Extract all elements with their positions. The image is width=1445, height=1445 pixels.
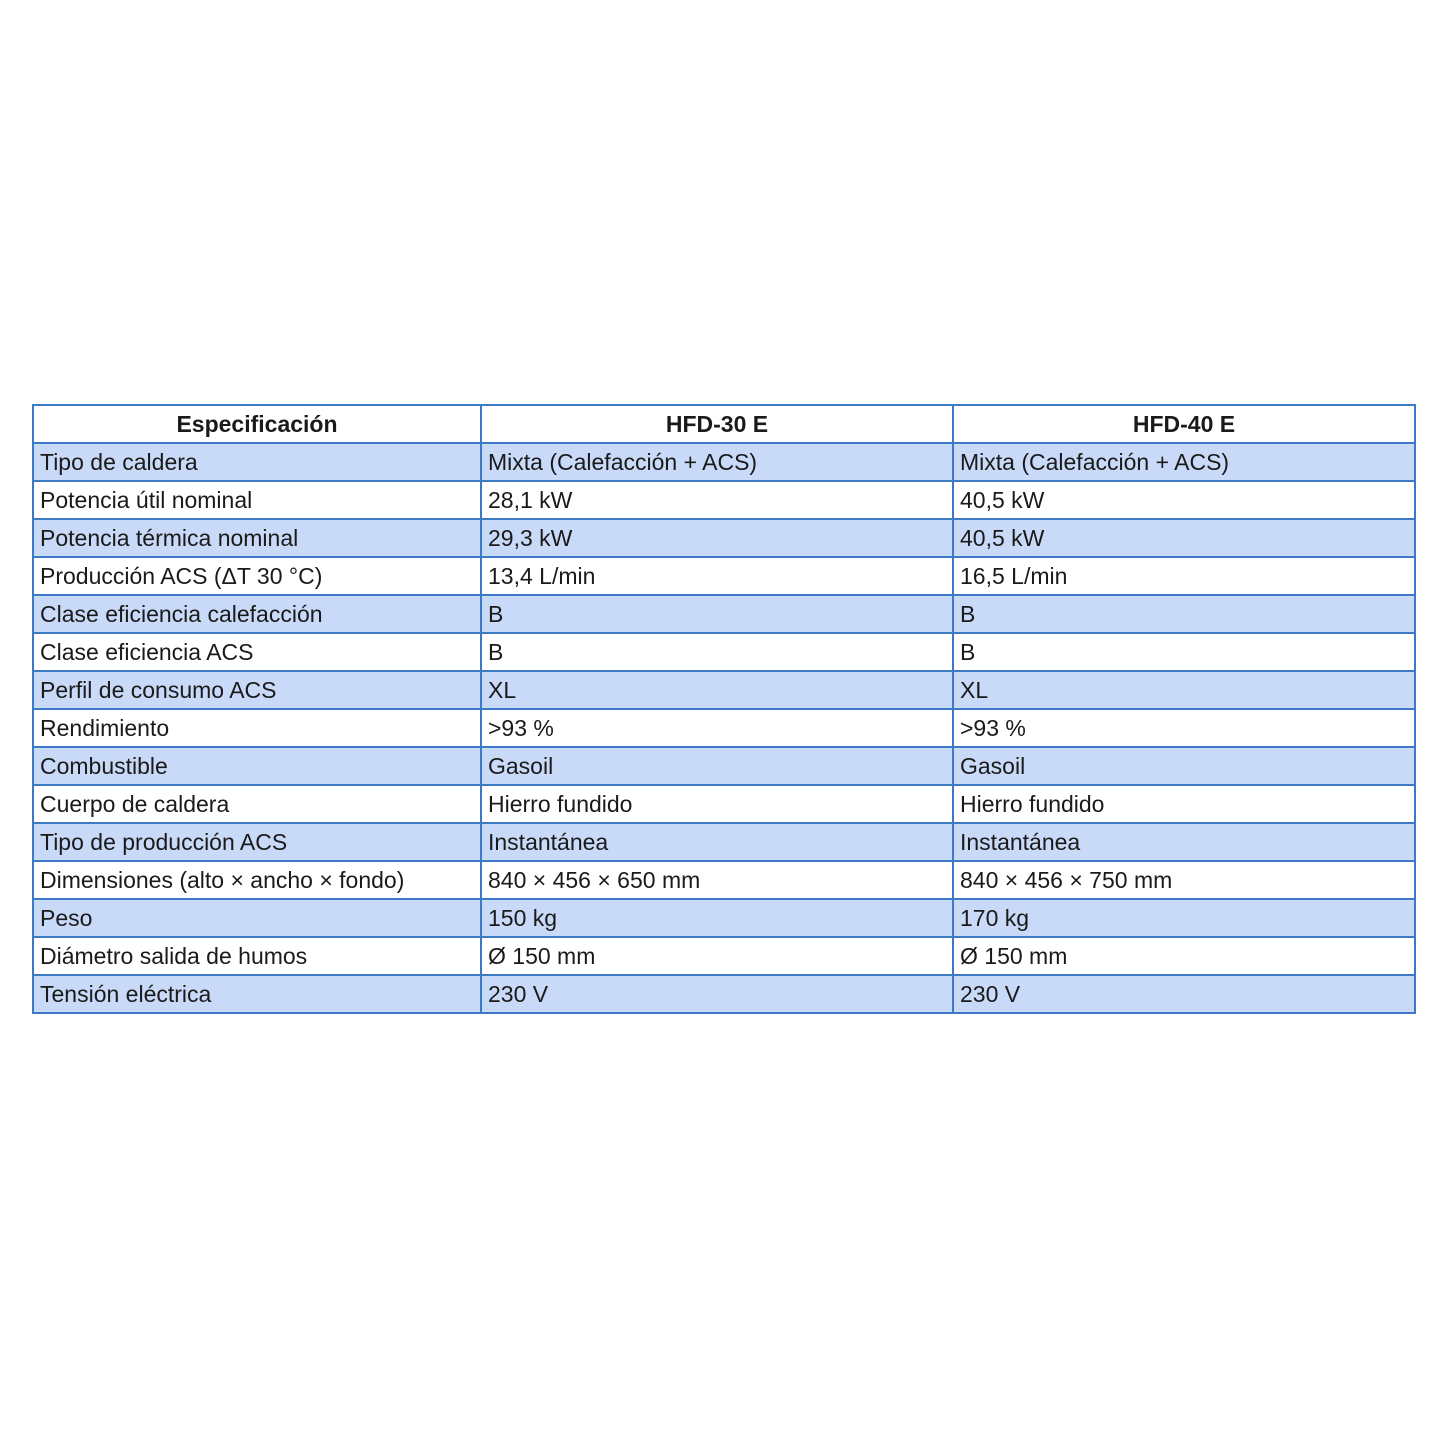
spec-name-cell: Clase eficiencia calefacción bbox=[33, 595, 481, 633]
spec-name-cell: Clase eficiencia ACS bbox=[33, 633, 481, 671]
hfd-30-value-cell: 13,4 L/min bbox=[481, 557, 953, 595]
hfd-30-value-cell: 28,1 kW bbox=[481, 481, 953, 519]
table-row bbox=[33, 823, 1415, 861]
spec-name-cell: Tensión eléctrica bbox=[33, 975, 481, 1013]
hfd-40-value-cell: B bbox=[953, 595, 1415, 633]
table-row bbox=[33, 595, 1415, 633]
hfd-40-value-cell: B bbox=[953, 633, 1415, 671]
table-row bbox=[33, 899, 1415, 937]
hfd-30-value-cell: 840 × 456 × 650 mm bbox=[481, 861, 953, 899]
hfd-30-value-cell: Ø 150 mm bbox=[481, 937, 953, 975]
spec-name-cell: Potencia térmica nominal bbox=[33, 519, 481, 557]
table-row bbox=[33, 671, 1415, 709]
hfd-40-value-cell: 230 V bbox=[953, 975, 1415, 1013]
header-specification: Especificación bbox=[33, 405, 481, 443]
hfd-40-value-cell: 170 kg bbox=[953, 899, 1415, 937]
hfd-40-value-cell: 40,5 kW bbox=[953, 519, 1415, 557]
spec-name-cell: Potencia útil nominal bbox=[33, 481, 481, 519]
hfd-30-value-cell: >93 % bbox=[481, 709, 953, 747]
table-row bbox=[33, 937, 1415, 975]
spec-name-cell: Producción ACS (ΔT 30 °C) bbox=[33, 557, 481, 595]
table-row bbox=[33, 747, 1415, 785]
hfd-40-value-cell: 40,5 kW bbox=[953, 481, 1415, 519]
spec-name-cell: Diámetro salida de humos bbox=[33, 937, 481, 975]
hfd-30-value-cell: B bbox=[481, 633, 953, 671]
table-row bbox=[33, 861, 1415, 899]
hfd-40-value-cell: Instantánea bbox=[953, 823, 1415, 861]
table-row bbox=[33, 557, 1415, 595]
hfd-30-value-cell: XL bbox=[481, 671, 953, 709]
hfd-30-value-cell: 29,3 kW bbox=[481, 519, 953, 557]
table-row bbox=[33, 633, 1415, 671]
hfd-40-value-cell: 840 × 456 × 750 mm bbox=[953, 861, 1415, 899]
table-body bbox=[33, 443, 1415, 1013]
hfd-40-value-cell: Gasoil bbox=[953, 747, 1415, 785]
hfd-40-value-cell: Hierro fundido bbox=[953, 785, 1415, 823]
spec-name-cell: Cuerpo de caldera bbox=[33, 785, 481, 823]
hfd-30-value-cell: Gasoil bbox=[481, 747, 953, 785]
hfd-30-value-cell: 230 V bbox=[481, 975, 953, 1013]
table-row bbox=[33, 481, 1415, 519]
hfd-30-value-cell: Mixta (Calefacción + ACS) bbox=[481, 443, 953, 481]
table-row bbox=[33, 785, 1415, 823]
hfd-40-value-cell: 16,5 L/min bbox=[953, 557, 1415, 595]
hfd-30-value-cell: 150 kg bbox=[481, 899, 953, 937]
spec-name-cell: Dimensiones (alto × ancho × fondo) bbox=[33, 861, 481, 899]
header-model-hfd-40: HFD-40 E bbox=[953, 405, 1415, 443]
spec-table bbox=[32, 404, 1416, 1014]
hfd-30-value-cell: B bbox=[481, 595, 953, 633]
hfd-40-value-cell: Mixta (Calefacción + ACS) bbox=[953, 443, 1415, 481]
spec-name-cell: Perfil de consumo ACS bbox=[33, 671, 481, 709]
spec-name-cell: Peso bbox=[33, 899, 481, 937]
hfd-40-value-cell: Ø 150 mm bbox=[953, 937, 1415, 975]
spec-name-cell: Tipo de producción ACS bbox=[33, 823, 481, 861]
hfd-30-value-cell: Instantánea bbox=[481, 823, 953, 861]
table-row bbox=[33, 709, 1415, 747]
spec-name-cell: Tipo de caldera bbox=[33, 443, 481, 481]
header-row bbox=[33, 405, 1415, 443]
table-header bbox=[33, 405, 1415, 443]
hfd-40-value-cell: XL bbox=[953, 671, 1415, 709]
hfd-30-value-cell: Hierro fundido bbox=[481, 785, 953, 823]
table-row bbox=[33, 443, 1415, 481]
spec-table-container bbox=[32, 404, 1414, 1014]
table-row bbox=[33, 975, 1415, 1013]
hfd-40-value-cell: >93 % bbox=[953, 709, 1415, 747]
header-model-hfd-30: HFD-30 E bbox=[481, 405, 953, 443]
spec-name-cell: Combustible bbox=[33, 747, 481, 785]
table-row bbox=[33, 519, 1415, 557]
spec-name-cell: Rendimiento bbox=[33, 709, 481, 747]
